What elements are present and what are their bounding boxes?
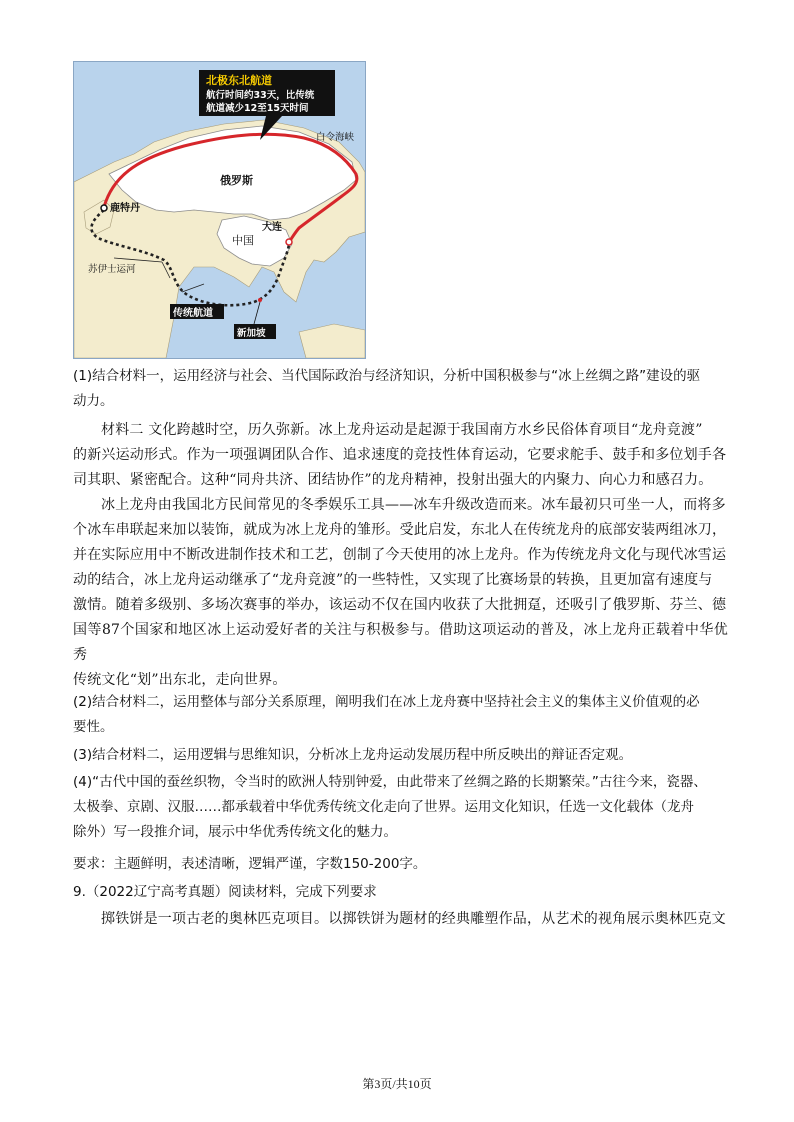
question-1-line-1: (1)结合材料一，运用经济与社会、当代国际政治与经济知识，分析中国积极参与“冰上丝绸之路”建设的驱 (73, 368, 701, 384)
map-label-dalian: 大连 (262, 222, 282, 233)
material-2-line: 传统文化“划”出东北，走向世界。 (73, 672, 287, 688)
question-1 (73, 364, 728, 414)
question-4-line-2: 太极拳、京剧、汉服……都承载着中华优秀传统文化走向了世界。运用文化知识，任选一文化载体（龙舟 (73, 799, 694, 815)
map-label-bering: 白令海峡 (316, 132, 355, 143)
question-2-line-2: 要性。 (73, 719, 114, 735)
map-route-desc-1: 航行时间约33天，比传统 (206, 90, 315, 101)
map-route-title: 北极东北航道 (206, 74, 272, 87)
material-2-line: 个冰车串联起来加以装饰，就成为冰上龙舟的雏形。受此启发，东北人在传统龙舟的底部安装两组冰刀， (73, 522, 727, 538)
material-2-line: 的新兴运动形式。作为一项强调团队合作、追求速度的竞技性体育运动，它要求舵手、鼓手和多位划手各 (73, 447, 727, 463)
material-2-line: 冰上龙舟由我国北方民间常见的冬季娱乐工具——冰车升级改造而来。冰车最初只可坐一人，而将多 (101, 497, 726, 513)
route-map (73, 61, 366, 359)
question-4 (73, 770, 728, 845)
material-2-line: 激情。随着多级别、多场次赛事的举办，该运动不仅在国内收获了大批拥趸，还吸引了俄罗斯、芬兰、德 (73, 597, 727, 613)
question-4-line-3: 除外）写一段推介词，展示中华优秀传统文化的魅力。 (73, 824, 397, 840)
map-label-traditional: 传统航道 (173, 308, 213, 319)
map-label-suez: 苏伊士运河 (88, 264, 136, 275)
question-2-line-1: (2)结合材料二，运用整体与部分关系原理，阐明我们在冰上龙舟赛中坚持社会主义的集体主义价值观的必 (73, 694, 700, 710)
material-3-line: 掷铁饼是一项古老的奥林匹克项目。以掷铁饼为题材的经典雕塑作品，从艺术的视角展示奥林匹克文 (101, 911, 726, 927)
page-number: 第3页/共10页 (362, 1077, 432, 1091)
question-4-line-1: (4)“古代中国的蚕丝织物，令当时的欧洲人特别钟爱，由此带来了丝绸之路的长期繁荣。”古往今来，瓷器、 (73, 774, 707, 790)
question-3-line-1: (3)结合材料二，运用逻辑与思维知识，分析冰上龙舟运动发展历程中所反映出的辩证否定观。 (73, 747, 633, 763)
question-1-line-2: 动力。 (73, 393, 114, 409)
map-route-desc-2: 航道减少12至15天时间 (206, 103, 309, 114)
material-2-line: 司其职、紧密配合。这种“同舟共济、团结协作”的龙舟精神，投射出强大的内聚力、向心力和感召力。 (73, 472, 713, 488)
map-label-russia: 俄罗斯 (220, 174, 253, 187)
map-label-rotterdam: 鹿特丹 (110, 203, 140, 214)
material-2-line: 动的结合，冰上龙舟运动继承了“龙舟竞渡”的一些特性，又实现了比赛场景的转换，且更加富有速度与 (73, 572, 713, 588)
requirement: 要求：主题鲜明，表述清晰，逻辑严谨，字数150-200字。 (73, 856, 427, 872)
material-2 (73, 418, 728, 693)
material-2-line: 国等87个国家和地区冰上运动爱好者的关注与积极参与。借助这项运动的普及，冰上龙舟正载着中华优秀 (73, 622, 728, 663)
material-2-line: 并在实际应用中不断改进制作技术和工艺，创制了今天使用的冰上龙舟。作为传统龙舟文化与现代冰雪运 (73, 547, 727, 563)
material-2-line: 材料二 文化跨越时空，历久弥新。冰上龙舟运动是起源于我国南方水乡民俗体育项目“龙舟竞渡” (101, 422, 703, 438)
map-label-china: 中国 (232, 234, 254, 247)
map-label-singapore: 新加坡 (237, 328, 266, 339)
question-3 (73, 743, 728, 768)
question-2 (73, 690, 728, 740)
question-9-heading: 9.（2022辽宁高考真题）阅读材料，完成下列要求 (73, 884, 377, 900)
